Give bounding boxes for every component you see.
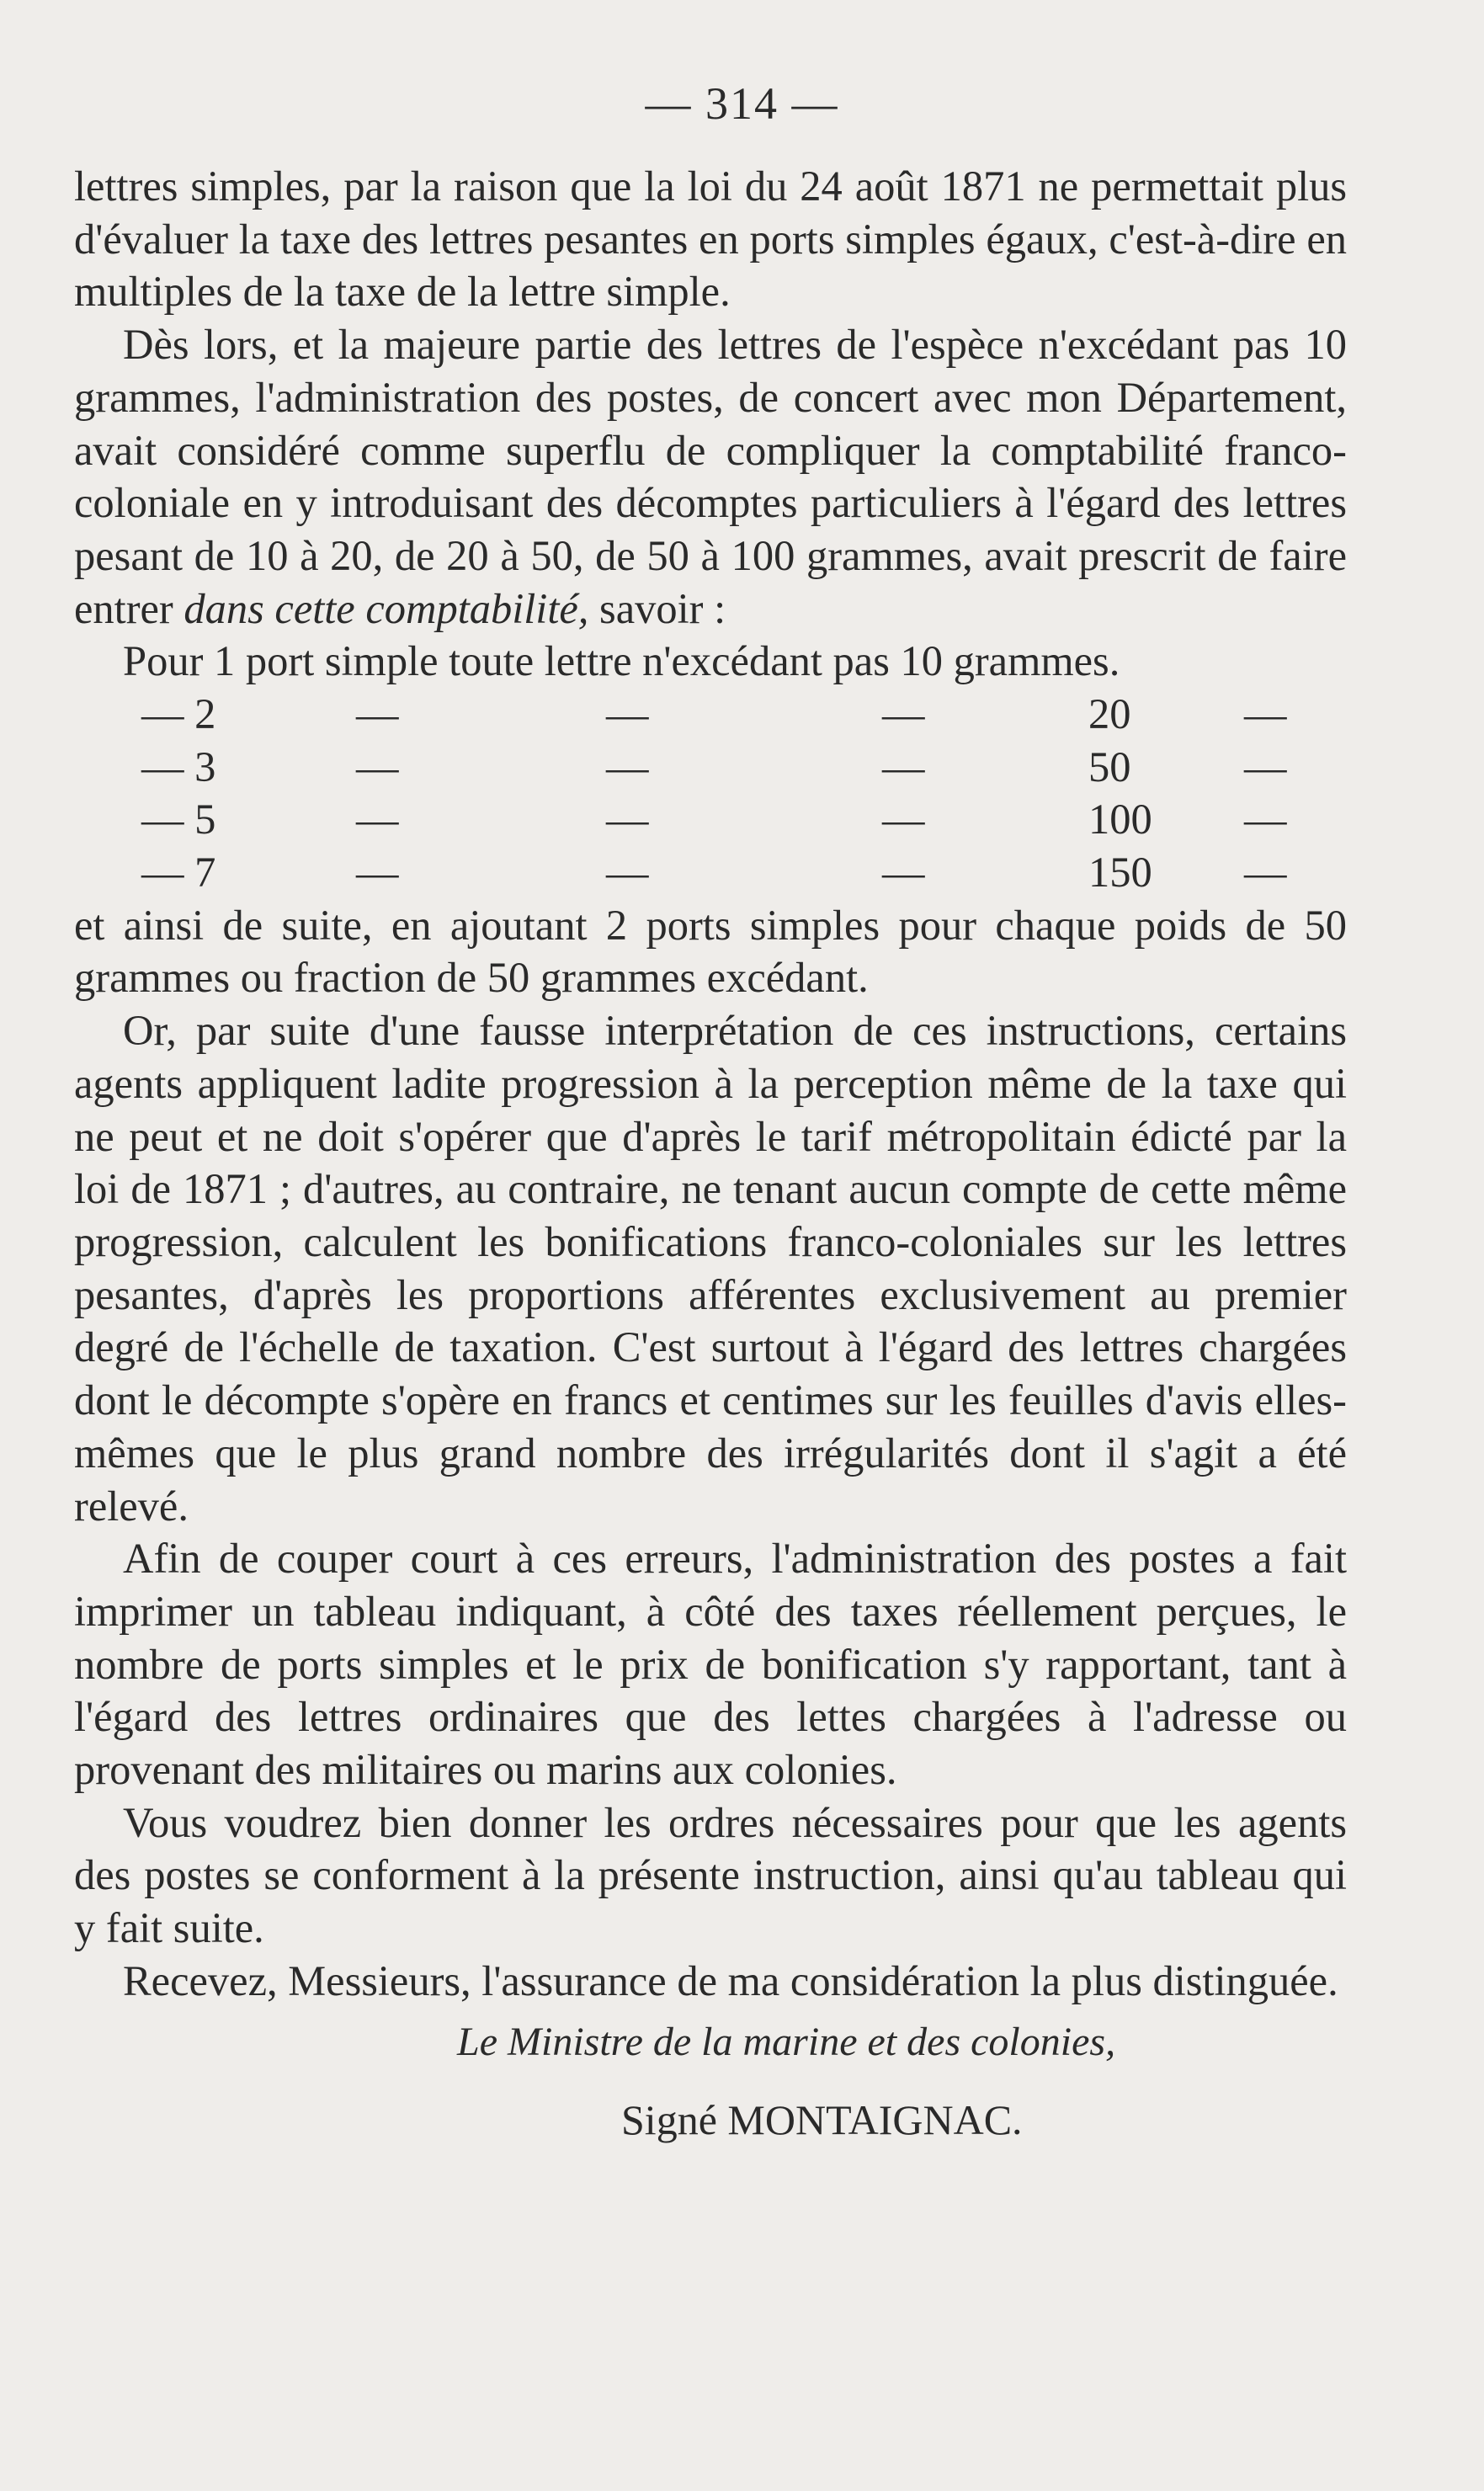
ports-cell: — 3 [141,743,216,790]
ditto-cell: — [356,796,399,844]
grams-cell: 100 [1088,796,1152,844]
ditto-cell: — [356,743,399,790]
ditto-cell: — [882,849,925,897]
paragraph-2-text: Dès lors, et la majeure partie des lettres de l'espèce n'excédant pas 10 grammes, l'administration des postes, de concert avec mon Département, avait considéré comme superflu de compliquer la comptabilité franco-coloniale en y introduisant des décomptes particuliers à l'égard des lettres pesant de 10 à 20, de 20 à 50, de 50 à 100 grammes, avait prescrit de faire entrer [74,321,1347,632]
ditto-cell: — [606,796,649,844]
ditto-cell: — [1244,849,1287,897]
ditto-cell: — [606,690,649,738]
ports-cell: — 7 [141,849,216,897]
paragraph-1: lettres simples, par la raison que la loi du 24 août 1871 ne permettait plus d'évaluer la taxe des lettres pesantes en ports simples égaux, c'est-à-dire en multiples de la taxe de la lettre simple. [74,162,1347,316]
paragraph-2-italic: dans cette comptabilité, [184,584,589,632]
ditto-cell: — [1244,743,1287,790]
ditto-cell: — [1244,796,1287,844]
paragraph-2 [74,318,1347,635]
document-body [74,160,1347,2147]
grams-cell: 20 [1088,690,1131,738]
signature-name: Signé MONTAIGNAC. [621,2096,1023,2144]
paragraph-7: Recevez, Messieurs, l'assurance de ma considération la plus distinguée. [123,1956,1338,2004]
table-row [74,793,1347,846]
paragraph-2-tail: savoir : [588,584,726,632]
ports-cell: — 5 [141,796,216,844]
signature-title: Le Ministre de la marine et des colonies, [457,2019,1116,2064]
paragraph-4: Or, par suite d'une fausse interprétation de ces instructions, certains agents appliquent ladite progression à la perception même de la taxe qui ne peut et ne doit s'opérer que d'après le tarif métropolitain édicté par la loi de 1871 ; d'autres, au contraire, ne tenant aucun compte de cette même progression, calculent les bonifications franco-coloniales sur les lettres pesantes, d'après les proportions afférentes exclusivement au premier degré de l'échelle de taxation. C'est surtout à l'égard des lettres chargées dont le décompte s'opère en francs et centimes sur les feuilles d'avis elles-mêmes que le plus grand nombre des irrégularités dont il s'agit a été relevé. [74,1007,1347,1530]
paragraph-5: Afin de couper court à ces erreurs, l'administration des postes a fait imprimer un tableau indiquant, à côté des taxes réellement perçues, le nombre de ports simples et le prix de bonification s'y rapportant, tant à l'égard des lettres ordinaires que des lettes chargées à l'adresse ou provenant des militaires ou marins aux colonies. [74,1535,1347,1794]
table-row [74,688,1347,741]
table-row-first: Pour 1 port simple toute lettre n'excédant pas 10 grammes. [123,637,1120,685]
grams-cell: 50 [1088,743,1131,790]
ditto-cell: — [882,690,925,738]
ditto-cell: — [882,796,925,844]
ditto-cell: — [356,849,399,897]
ditto-cell: — [356,690,399,738]
page-number: — 314 — [645,78,839,129]
ports-cell: — 2 [141,690,216,738]
ditto-cell: — [606,743,649,790]
postage-table [74,635,1347,898]
table-row [74,846,1347,899]
ditto-cell: — [1244,690,1287,738]
paragraph-6: Vous voudrez bien donner les ordres nécessaires pour que les agents des postes se conforment à la présente instruction, ainsi qu'au tableau qui y fait suite. [74,1798,1347,1952]
ditto-cell: — [882,743,925,790]
grams-cell: 150 [1088,849,1152,897]
ditto-cell: — [606,849,649,897]
paragraph-3: et ainsi de suite, en ajoutant 2 ports simples pour chaque poids de 50 grammes ou fraction de 50 grammes excédant. [74,901,1347,1002]
table-row [74,741,1347,794]
